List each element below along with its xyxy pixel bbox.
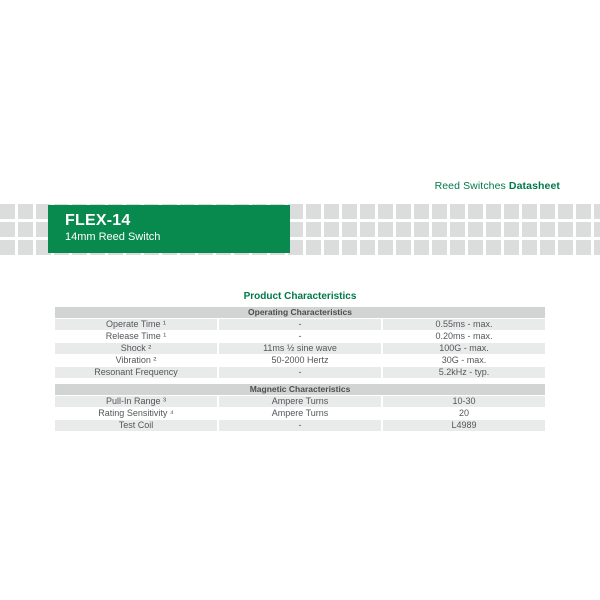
table-cell: Shock ² <box>55 343 217 354</box>
content-area <box>0 291 600 431</box>
table-cell: 5.2kHz - typ. <box>383 367 545 378</box>
table-cell: 30G - max. <box>383 355 545 366</box>
tables-container <box>55 307 545 431</box>
doc-type-bold: Datasheet <box>508 180 560 192</box>
operating-characteristics-table <box>55 307 545 378</box>
table-cell: 10-30 <box>383 396 545 407</box>
table-cell: Ampere Turns <box>219 408 381 419</box>
table-cell: 0.55ms - max. <box>383 319 545 330</box>
product-banner <box>48 205 290 253</box>
doc-type-label <box>435 180 560 192</box>
doc-type-regular: Reed Switches <box>434 180 506 192</box>
table-cell: 100G - max. <box>383 343 545 354</box>
table-cell: Ampere Turns <box>219 396 381 407</box>
table-cell: Release Time ¹ <box>55 331 217 342</box>
table-row <box>55 343 545 354</box>
table-cell: - <box>219 331 381 342</box>
checker-pattern-band <box>0 204 600 255</box>
table-cell: - <box>219 367 381 378</box>
table-cell: Test Coil <box>55 420 217 431</box>
table-cell: Operate Time ¹ <box>55 319 217 330</box>
table-cell: Rating Sensitivity ⁴ <box>55 408 217 419</box>
table-row <box>55 355 545 366</box>
table-cell: Vibration ² <box>55 355 217 366</box>
magnetic-characteristics-table <box>55 384 545 431</box>
table-cell: 0.20ms - max. <box>383 331 545 342</box>
product-subtitle: 14mm Reed Switch <box>65 231 161 243</box>
section-title: Product Characteristics <box>243 291 357 302</box>
table-cell: 11ms ½ sine wave <box>219 343 381 354</box>
table-title: Magnetic Characteristics <box>55 384 545 395</box>
table-row <box>55 408 545 419</box>
table-cell: - <box>219 420 381 431</box>
table-cell: 20 <box>383 408 545 419</box>
table-cell: L4989 <box>383 420 545 431</box>
table-cell: - <box>219 319 381 330</box>
product-title: FLEX-14 <box>65 212 131 229</box>
table-row <box>55 420 545 431</box>
table-row <box>55 319 545 330</box>
table-row <box>55 367 545 378</box>
table-cell: Resonant Frequency <box>55 367 217 378</box>
table-row <box>55 396 545 407</box>
table-cell: 50-2000 Hertz <box>219 355 381 366</box>
table-title: Operating Characteristics <box>55 307 545 318</box>
table-cell: Pull-In Range ³ <box>55 396 217 407</box>
table-row <box>55 331 545 342</box>
